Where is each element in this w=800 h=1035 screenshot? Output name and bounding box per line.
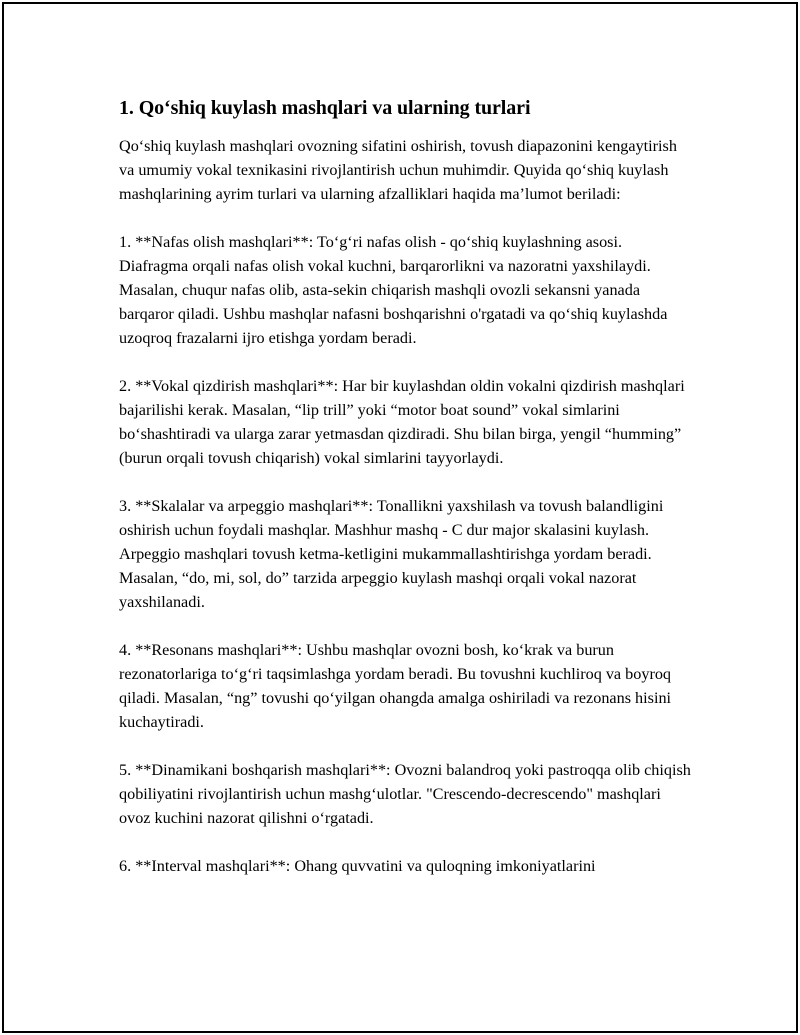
intro-paragraph: Qo‘shiq kuylash mashqlari ovozning sifatini oshirish, tovush diapazonini kengaytirish va umumiy vokal texnikasini rivojlantirish uchun muhimdir. Quyida qo‘shiq kuylash mashqlarining ayrim turlari va ularning afzalliklari haqida ma’lumot beriladi: (119, 137, 677, 203)
section-heading: 1. Qo‘shiq kuylash mashqlari va ularning turlari (119, 97, 531, 119)
paragraph-breathing-exercises: 1. **Nafas olish mashqlari**: To‘g‘ri nafas olish - qo‘shiq kuylashning asosi. Diafragma orqali nafas olish vokal kuchni, barqarorlikni va nazoratni yaxshilaydi. Masalan, chuqur nafas olib, asta-sekin chiqarish mashqli ovozli sekansni yanada barqaror qiladi. Ushbu mashqlar nafasni boshqarishni o'rgatadi va qo‘shiq kuylashda uzoqroq frazalarni ijro etishga yordam beradi. (119, 233, 668, 347)
paragraph-dynamics: 5. **Dinamikani boshqarish mashqlari**: Ovozni balandroq yoki pastroqqa olib chiqish qobiliyatini rivojlantirish uchun mashg‘ulotlar. "Crescendo-decrescendo" mashqlari ovoz kuchini nazorat qilishni o‘rgatadi. (119, 761, 691, 827)
paragraph-scales-arpeggio: 3. **Skalalar va arpeggio mashqlari**: Tonallikni yaxshilash va tovush balandligini oshirish uchun foydali mashqlar. Mashhur mashq - C dur major skalasini kuylash. Arpeggio mashqlari tovush ketma-ketligini mukammallashtirishga yordam beradi. Masalan, “do, mi, sol, do” tarzida arpeggio kuylash mashqi orqali vokal nazorat yaxshilanadi. (119, 497, 664, 611)
paragraph-vocal-warmup: 2. **Vokal qizdirish mashqlari**: Har bir kuylashdan oldin vokalni qizdirish mashqlari bajarilishi kerak. Masalan, “lip trill” yoki “motor boat sound” vokal simlarini bo‘shashtiradi va ularga zarar yetmasdan qizdiradi. Shu bilan birga, yengil “humming” (burun orqali tovush chiqarish) vokal simlarini tayyorlaydi. (119, 377, 685, 467)
paragraph-intervals: 6. **Interval mashqlari**: Ohang quvvatini va quloqning imkoniyatlarini (119, 857, 596, 875)
document-page (2, 2, 798, 1033)
paragraph-resonance: 4. **Resonans mashqlari**: Ushbu mashqlar ovozni bosh, ko‘krak va burun rezonatorlariga to‘g‘ri taqsimlashga yordam beradi. Bu tovushni kuchliroq va boyroq qiladi. Masalan, “ng” tovushi qo‘yilgan ohangda amalga oshiriladi va rezonans hisini kuchaytiradi. (119, 641, 672, 731)
document-body (119, 94, 694, 902)
